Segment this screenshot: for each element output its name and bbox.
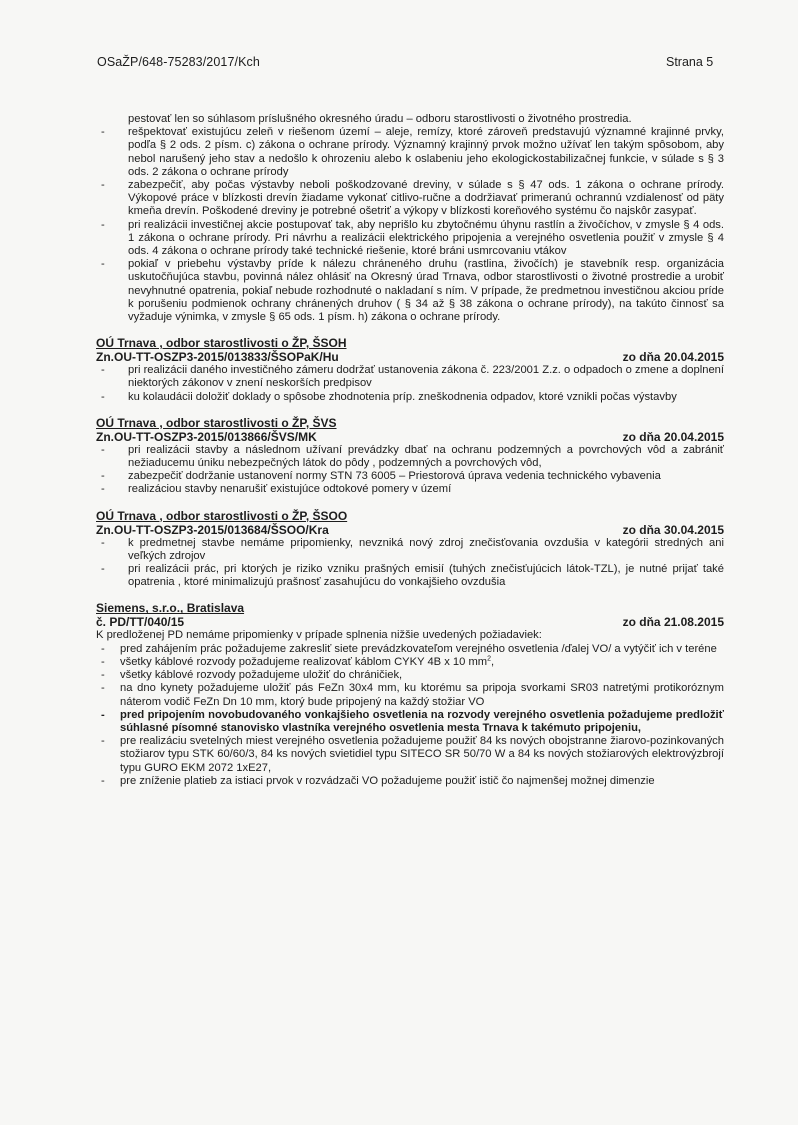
section-siemens	[96, 601, 724, 787]
dash-bullet: -	[101, 483, 105, 496]
section-date: zo dňa 30.04.2015	[622, 522, 724, 537]
list-item: - na dno kynety požadujeme uložiť pás FeZn 30x4 mm, ku ktorému sa pripoja svorkami SR03 natretými protikoróznym náterom vodič FeZn Dn 10 mm, ktorý bude pripojený na každý stožiar VO	[101, 682, 724, 708]
document-reference: OSaŽP/648-75283/2017/Kch	[97, 55, 260, 69]
list-item: - ku kolaudácii doložiť doklady o spôsobe zhodnotenia príp. zneškodnenia odpadov, ktoré vznikli počas výstavby	[101, 390, 677, 403]
dash-bullet: -	[101, 563, 105, 576]
continuation-paragraph: pestovať len so súhlasom príslušného okresného úradu – odboru starostlivosti o životného prostredia.	[128, 113, 632, 125]
section-org-title: Siemens, s.r.o., Bratislava	[96, 601, 245, 616]
dash-bullet: -	[101, 126, 105, 139]
section-reference-row	[96, 523, 724, 537]
dash-bullet: -	[101, 536, 105, 549]
list-item: - rešpektovať existujúcu zeleň v riešenom území – aleje, remízy, ktoré zároveň predstavujú významné krajinné prvky, podľa § 2 ods. 2 písm. c) zákona o ochrane prírody. Významný krajinný prvok možno užívať len takým spôsobom, aby nebol narušený jeho stav a nedošlo k ohrozeniu alebo k oslabeniu jeho ekologickostabilizačnej funkcie, v súlade s § 3 ods. 2 zákona o ochrane prírody	[101, 126, 724, 178]
list-item: - k predmetnej stavbe nemáme pripomienky, nevzniká nový zdroj znečisťovania ovzdušia v kategórii stredných ani veľkých zdrojov	[101, 536, 724, 562]
list-item: - všetky káblové rozvody požadujeme uložiť do chráničiek,	[101, 669, 403, 682]
dash-bullet: -	[101, 735, 105, 748]
document-body	[96, 113, 724, 788]
page-number: Strana 5	[666, 55, 714, 69]
section-date: zo dňa 21.08.2015	[622, 615, 724, 630]
list-item: - pri realizácii investičnej akcie postupovať tak, aby neprišlo ku zbytočnému úhynu rastlín a živočíchov, v zmysle § 4 ods. 1 zákona o ochrane prírody. Pri návrhu a realizácii elektrického pripojenia a verejného osvetlenia použiť v zmysle § 4 ods. 4 zákona o ochrane prírody také technické riešenie, ktoré bráni usmrcovaniu vtákov	[101, 218, 724, 258]
section-org-title: OÚ Trnava , odbor starostlivosti o ŽP, ŠVS	[96, 415, 337, 430]
list-item-bold: - pred pripojením novobudovaného vonkajšieho osvetlenia na rozvody verejného osvetlenia požadujeme predložiť súhlasné písomné stanovisko vlastníka verejného osvetlenia mesta Trnava k takémuto pripojeniu,	[101, 708, 724, 734]
section-intro: K predloženej PD nemáme pripomienky v prípade splnenia nižšie uvedených požiadaviek:	[96, 629, 542, 642]
dash-bullet: -	[101, 179, 105, 192]
section-ref-number: Zn.OU-TT-OSZP3-2015/013833/ŠSOPaK/Hu	[96, 350, 339, 365]
dash-bullet: -	[101, 655, 105, 668]
dash-bullet: -	[101, 708, 105, 721]
list-item: - pre realizáciu svetelných miest verejného osvetlenia požadujeme použiť 84 ks nových obojstranne žiarovo-pozinkovaných stožiarov typu STK 60/60/3, 84 ks nových svietidiel typu SITECO SR 50/70 W a 84 ks nových stožiarových elektrovýzbrojí typu GURO EKM 2072 1xE27,	[101, 735, 724, 774]
dash-bullet: -	[101, 443, 105, 456]
section-ssoh	[96, 336, 724, 404]
dash-bullet: -	[101, 364, 105, 377]
list-item: - pri realizácii stavby a následnom užívaní prevádzky dbať na ochranu podzemných a povrchových vôd a zabrániť nežiaducemu úniku nebezpečných látok do pôdy , podzemných a povrchových vôd,	[101, 443, 724, 470]
section-ref-number: Zn.OU-TT-OSZP3-2015/013684/ŠSOO/Kra	[96, 522, 329, 537]
section-date: zo dňa 20.04.2015	[622, 350, 724, 365]
dash-bullet: -	[101, 258, 105, 271]
section-ref-number: č. PD/TT/040/15	[96, 615, 185, 630]
superscript: 2	[487, 655, 492, 663]
section-svs	[96, 416, 724, 497]
list-item: - zabezpečiť, aby počas výstavby neboli poškodzované dreviny, v súlade s § 47 ods. 1 zákona o ochrane prírody. Výkopové práce v blízkosti drevín žiadame vykonať citlivo-ručne a dodržiavať primeranú ochrannú vzdialenosť od päty kmeňa drevín. Poškodené dreviny je potrebné ošetriť a výkopy v blízkosti koreňového systému čo najskôr zasypať.	[101, 179, 724, 218]
list-item: - pre zníženie platieb za istiaci prvok v rozvádzači VO požadujeme použiť istič čo najmenšej možnej dimenzie	[101, 774, 655, 787]
section-ssoo	[96, 509, 724, 590]
list-item: - pokiaľ v priebehu výstavby príde k nálezu chráneného druhu (rastlina, živočích) je stavebník resp. organizácia uskutočňujúca stavbu, povinná nález ohlásiť na Okresný úrad Trnava, odbor starostlivosti o životné prostredie a urobiť nevyhnutné opatrenia, pokiaľ nebude rozhodnuté o nakladaní s ním. V prípade, že predmetnou investičnou akciou príde k porušeniu podmienok ochrany chránených druhov ( § 34 až § 38 zákona o ochrane prírody), na takúto činnosť sa vyžaduje výnimka, v zmysle § 65 ods. 1 písm. h) zákona o ochrane prírody.	[101, 258, 724, 324]
section-reference-row	[96, 430, 724, 444]
list-item: - všetky káblové rozvody požadujeme realizovať káblom CYKY 4B x 10 $mm^2$,	[101, 655, 495, 668]
section-reference-row	[96, 350, 724, 364]
section-org-title: OÚ Trnava , odbor starostlivosti o ŽP, ŠSOO	[96, 508, 348, 523]
dash-bullet: -	[101, 774, 105, 787]
list-item: - pri realizácii prác, pri ktorých je riziko vzniku prašných emisií (tuhých znečisťujúcich látok-TZL), je nutné prijať také opatrenia , ktoré minimalizujú prašnosť zasahujúcu do vonkajšieho ovzdušia	[101, 563, 724, 589]
list-item: - zabezpečiť dodržanie ustanovení normy STN 73 6005 – Priestorová úprava vedenia technického vybavenia	[101, 470, 661, 483]
list-item: - realizáciou stavby nenarušiť existujúce odtokové pomery v území	[101, 483, 452, 496]
section-date: zo dňa 20.04.2015	[622, 429, 724, 444]
section-org-title: OÚ Trnava , odbor starostlivosti o ŽP, ŠSOH	[96, 336, 347, 351]
dash-bullet: -	[101, 390, 105, 403]
dash-bullet: -	[101, 682, 105, 695]
dash-bullet: -	[101, 642, 105, 655]
section-ref-number: Zn.OU-TT-OSZP3-2015/013866/ŠVS/MK	[96, 429, 317, 444]
dash-bullet: -	[101, 669, 105, 682]
section-reference-row	[96, 615, 724, 629]
list-item: - pri realizácii daného investičného zámeru dodržať ustanovenia zákona č. 223/2001 Z.z. o odpadoch o zmene a doplnení niektorých zákonov v znení neskorších predpisov	[101, 364, 724, 390]
list-item: - pred zahájením prác požadujeme zakresliť siete prevádzkovateľom verejného osvetlenia /ďalej VO/ a vytýčiť ich v teréne	[101, 642, 717, 655]
dash-bullet: -	[101, 470, 105, 483]
dash-bullet: -	[101, 218, 105, 231]
